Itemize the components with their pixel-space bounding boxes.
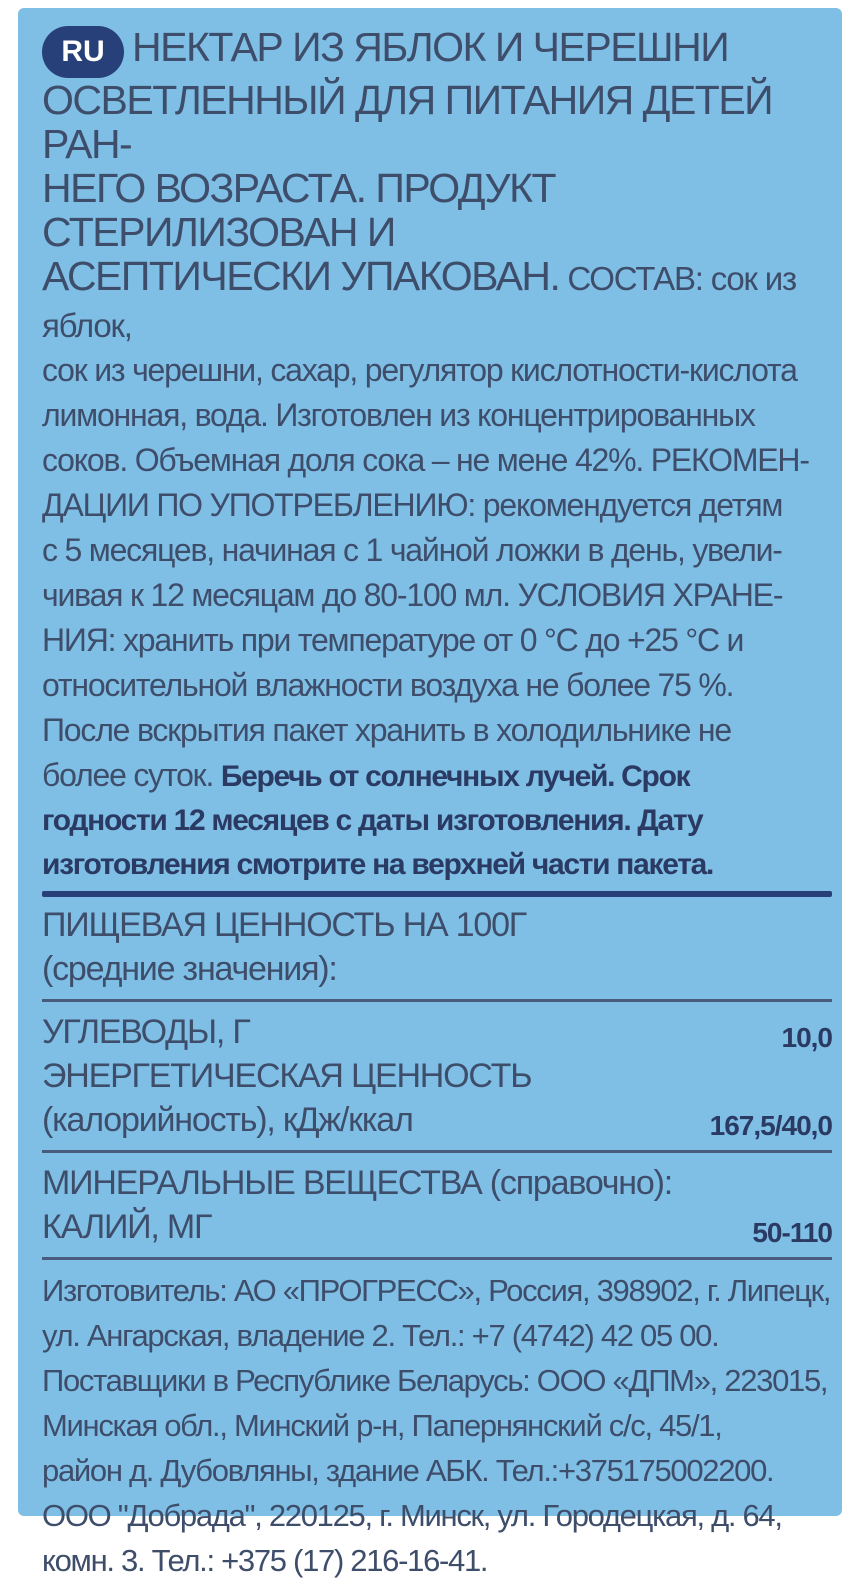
minerals-heading: МИНЕРАЛЬНЫЕ ВЕЩЕСТВА (справочно): <box>42 1164 672 1202</box>
manufacturer-line: комн. 3. Тел.: +375 (17) 216-16-41. <box>42 1543 488 1578</box>
title-line-4 <box>42 254 832 348</box>
bold-line: годности 12 месяцев с даты изготовления. Дату <box>42 804 703 837</box>
energy-row <box>42 1098 832 1142</box>
body-line: соков. Объемная доля сока – не мене 42%. РЕКОМЕН- <box>42 442 809 478</box>
body-normal-part: более суток. <box>42 757 221 793</box>
potassium-label: КАЛИЙ, МГ <box>42 1208 212 1246</box>
nutrition-heading: ПИЩЕВАЯ ЦЕННОСТЬ НА 100Г <box>42 906 527 944</box>
body-line: лимонная, вода. Изготовлен из концентрированных <box>42 397 755 433</box>
body-line: с 5 месяцев, начиная с 1 чайной ложки в день, увели- <box>42 532 782 568</box>
divider <box>42 1257 832 1260</box>
bold-line: изготовления смотрите на верхней части пакета. <box>42 848 714 881</box>
potassium-value: 50-110 <box>752 1217 832 1248</box>
manufacturer-line: Поставщики в Республике Беларусь: ООО «ДПМ», 223015, <box>42 1363 828 1398</box>
body-line: После вскрытия пакет хранить в холодильнике не <box>42 712 731 748</box>
divider <box>42 1150 832 1153</box>
language-badge: RU <box>42 26 124 78</box>
energy-label-units: (калорийность), кДж/ккал <box>42 1101 413 1139</box>
divider <box>42 999 832 1002</box>
carbs-value: 10,0 <box>781 1022 832 1053</box>
label-panel <box>18 8 842 1578</box>
body-line-mixed <box>42 753 832 799</box>
manufacturer-line: ул. Ангарская, владение 2. Тел.: +7 (4742) 42 05 00. <box>42 1318 719 1353</box>
body-line: сок из черешни, сахар, регулятор кислотности-кислота <box>42 352 797 388</box>
body-line: НИЯ: хранить при температуре от 0 °С до +25 °С и <box>42 622 744 658</box>
energy-value: 167,5/40,0 <box>709 1110 832 1141</box>
manufacturer-line: район д. Дубовляны, здание АБК. Тел.:+375175002200. <box>42 1453 774 1488</box>
potassium-row <box>42 1205 832 1249</box>
title-line-3: НЕГО ВОЗРАСТА. ПРОДУКТ СТЕРИЛИЗОВАН И <box>42 165 555 255</box>
body-line: относительной влажности воздуха не более 75 %. <box>42 667 734 703</box>
divider-thick <box>42 891 832 897</box>
manufacturer-line: Минская обл., Минский р-н, Папернянский с/с, 45/1, <box>42 1408 722 1443</box>
energy-label: ЭНЕРГЕТИЧЕСКАЯ ЦЕННОСТЬ <box>42 1057 532 1095</box>
composition-start: СОСТАВ: сок из яблок, <box>42 260 796 344</box>
bold-warning-start: Беречь от солнечных лучей. Срок <box>220 760 690 793</box>
label-content <box>42 24 832 1583</box>
manufacturer-line: ООО "Добрада", 220125, г. Минск, ул. Городецкая, д. 64, <box>42 1498 782 1533</box>
title-line-1: НЕКТАР ИЗ ЯБЛОК И ЧЕРЕШНИ <box>132 24 729 70</box>
nutrition-subheading: (средние значения): <box>42 950 337 988</box>
manufacturer-line: Изготовитель: АО «ПРОГРЕСС», Россия, 398902, г. Липецк, <box>42 1273 831 1308</box>
carbs-row <box>42 1010 832 1054</box>
body-line: ДАЦИИ ПО УПОТРЕБЛЕНИЮ: рекомендуется детям <box>42 487 783 523</box>
title-last: АСЕПТИЧЕСКИ УПАКОВАН. <box>42 253 560 299</box>
carbs-label: УГЛЕВОДЫ, Г <box>42 1013 250 1051</box>
title-line-2: ОСВЕТЛЕННЫЙ ДЛЯ ПИТАНИЯ ДЕТЕЙ РАН- <box>42 77 773 167</box>
body-line: чивая к 12 месяцам до 80-100 мл. УСЛОВИЯ ХРАНЕ- <box>42 577 783 613</box>
title-row <box>42 24 832 78</box>
